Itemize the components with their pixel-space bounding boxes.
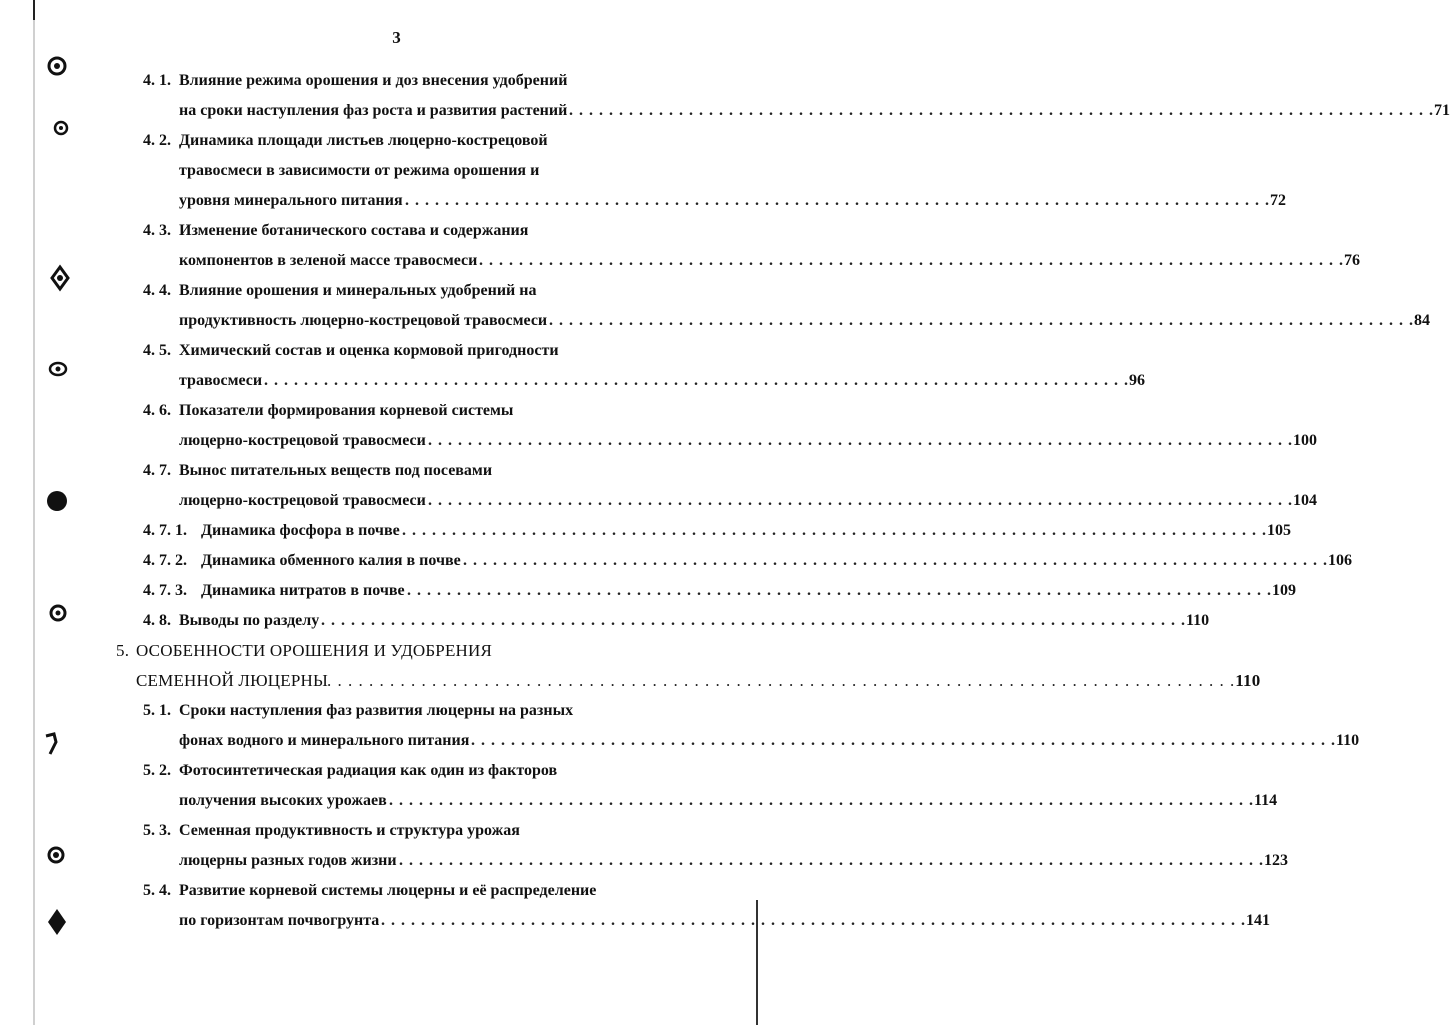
toc-entry-line bbox=[0, 366, 1145, 396]
toc-page-number: 110 bbox=[1235, 671, 1261, 690]
toc-leader-dots: . . . . . . . . . . . . . . . . . . . . . . . . . . . . . . . . . . . . . . . . . . . . . . . . . . . . . . . . . . . . . . . . . . . . . . . . . . . . . . . . . . . . . . . bbox=[264, 372, 1129, 389]
table-of-contents bbox=[0, 66, 1450, 936]
scan-left-edge-mark bbox=[33, 0, 35, 20]
toc-page-number: 105 bbox=[1267, 522, 1291, 539]
toc-leader-dots: . . . . . . . . . . . . . . . . . . . . . . . . . . . . . . . . . . . . . . . . . . . . . . . . . . . . . . . . . . . . . . . . . . . . . . . . . . . . . . . . . . . . . . . bbox=[471, 732, 1336, 749]
toc-leader bbox=[428, 486, 1317, 516]
toc-leader-dots: . . . . . . . . . . . . . . . . . . . . . . . . . . . . . . . . . . . . . . . . . . . . . . . . . . . . . . . . . . . . . . . . . . . . . . . . . . . . . . . . . . . . . . . bbox=[327, 671, 1236, 690]
toc-entry-line bbox=[0, 696, 793, 726]
toc-entry-title: ОСОБЕННОСТИ ОРОШЕНИЯ И УДОБРЕНИЯ bbox=[136, 641, 493, 660]
toc-entry-title: Выводы по разделу bbox=[179, 612, 320, 629]
toc-entry-title: компонентов в зеленой массе травосмеси bbox=[179, 252, 478, 269]
toc-entry-title: по горизонтам почвогрунта bbox=[179, 912, 380, 929]
toc-entry-title: фонах водного и минерального питания bbox=[179, 732, 470, 749]
toc-page-number: 72 bbox=[1270, 192, 1286, 209]
toc-leader-dots: . . . . . . . . . . . . . . . . . . . . . . . . . . . . . . . . . . . . . . . . . . . . . . . . . . . . . . . . . . . . . . . . . . . . . . . . . . . . . . . . . . . . . . . bbox=[463, 552, 1328, 569]
toc-entry-line bbox=[0, 666, 1261, 696]
toc-leader bbox=[405, 186, 1286, 216]
binder-hole-mark bbox=[44, 906, 70, 938]
toc-entry-number: 4. 7. 1. bbox=[143, 522, 187, 539]
toc-entry-line bbox=[0, 756, 793, 786]
toc-entry-number: 4. 7. 3. bbox=[143, 582, 187, 599]
binder-hole-mark bbox=[44, 486, 70, 518]
binder-hole-mark bbox=[46, 358, 70, 380]
toc-leader-dots: . . . . . . . . . . . . . . . . . . . . . . . . . . . . . . . . . . . . . . . . . . . . . . . . . . . . . . . . . . . . . . . . . . . . . . . . . . . . . . . . . . . . . . . bbox=[402, 522, 1267, 539]
toc-leader bbox=[479, 246, 1360, 276]
toc-entry-title: Фотосинтетическая радиация как один из факторов bbox=[179, 762, 558, 779]
toc-page-number: 110 bbox=[1186, 612, 1210, 629]
toc-entry-line bbox=[0, 396, 793, 426]
toc-entry-line bbox=[0, 276, 793, 306]
page-number: 3 bbox=[392, 28, 401, 47]
toc-entry-title: Динамика нитратов в почве bbox=[201, 582, 405, 599]
toc-leader-dots: . . . . . . . . . . . . . . . . . . . . . . . . . . . . . . . . . . . . . . . . . . . . . . . . . . . . . . . . . . . . . . . . . . . . . . . . . . . . . . . . . . . . . . . bbox=[389, 792, 1254, 809]
toc-entry-number: 4. 5. bbox=[143, 342, 171, 359]
toc-entry-number: 4. 7. 2. bbox=[143, 552, 187, 569]
toc-leader-dots: . . . . . . . . . . . . . . . . . . . . . . . . . . . . . . . . . . . . . . . . . . . . . . . . . . . . . . . . . . . . . . . . . . . . . . . . . . . . . . . . . . . . . . . bbox=[405, 192, 1270, 209]
toc-page-number: 84 bbox=[1414, 312, 1430, 329]
toc-leader-dots: . . . . . . . . . . . . . . . . . . . . . . . . . . . . . . . . . . . . . . . . . . . . . . . . . . . . . . . . . . . . . . . . . . . . . . . . . . . . . . . . . . . . . . . bbox=[321, 612, 1186, 629]
toc-entry-number: 4. 2. bbox=[143, 132, 171, 149]
toc-entry-line bbox=[0, 486, 1317, 516]
toc-entry-line bbox=[0, 576, 1296, 606]
toc-entry-line bbox=[0, 246, 1360, 276]
toc-entry-line bbox=[0, 636, 793, 666]
toc-entry-number: 5. 1. bbox=[143, 702, 171, 719]
toc-page-number: 104 bbox=[1293, 492, 1317, 509]
binder-hole-mark bbox=[40, 728, 66, 760]
toc-entry-line bbox=[0, 66, 793, 96]
toc-entry-title: травосмеси в зависимости от режима орошения и bbox=[179, 162, 540, 179]
toc-entry-title: получения высоких урожаев bbox=[179, 792, 387, 809]
toc-entry-title: Влияние режима орошения и доз внесения удобрений bbox=[179, 72, 568, 89]
toc-entry-line bbox=[0, 156, 793, 186]
toc-leader bbox=[321, 606, 1210, 636]
toc-page-number: 106 bbox=[1328, 552, 1352, 569]
toc-page-number: 71 bbox=[1434, 102, 1450, 119]
toc-entry-line bbox=[0, 456, 793, 486]
binder-hole-mark bbox=[48, 264, 72, 292]
toc-entry-title: люцерно-кострецовой травосмеси bbox=[179, 432, 426, 449]
toc-entry-number: 4. 7. bbox=[143, 462, 171, 479]
toc-entry-number: 4. 1. bbox=[143, 72, 171, 89]
binder-hole-mark bbox=[50, 116, 72, 140]
toc-entry-line bbox=[0, 126, 793, 156]
toc-entry-title: Развитие корневой системы люцерны и её распределение bbox=[179, 882, 597, 899]
toc-entry-number: 4. 8. bbox=[143, 612, 171, 629]
toc-entry-title: Влияние орошения и минеральных удобрений на bbox=[179, 282, 537, 299]
toc-entry-line bbox=[0, 186, 1286, 216]
toc-page-number: 76 bbox=[1344, 252, 1360, 269]
toc-leader bbox=[389, 786, 1278, 816]
binder-hole-mark bbox=[44, 842, 68, 868]
toc-page-number: 123 bbox=[1264, 852, 1288, 869]
toc-leader bbox=[463, 546, 1352, 576]
toc-entry-line bbox=[0, 906, 1270, 936]
toc-leader-dots: . . . . . . . . . . . . . . . . . . . . . . . . . . . . . . . . . . . . . . . . . . . . . . . . . . . . . . . . . . . . . . . . . . . . . . . . . . . . . . . . . . . . . . . bbox=[569, 102, 1434, 119]
toc-entry-line bbox=[0, 876, 793, 906]
toc-leader bbox=[428, 426, 1317, 456]
toc-leader-dots: . . . . . . . . . . . . . . . . . . . . . . . . . . . . . . . . . . . . . . . . . . . . . . . . . . . . . . . . . . . . . . . . . . . . . . . . . . . . . . . . . . . . . . . bbox=[428, 492, 1293, 509]
toc-leader bbox=[381, 906, 1270, 936]
toc-entry-line bbox=[0, 426, 1317, 456]
toc-entry-title: Химический состав и оценка кормовой пригодности bbox=[179, 342, 559, 359]
toc-leader bbox=[327, 666, 1261, 696]
toc-entry-title: Сроки наступления фаз развития люцерны на разных bbox=[179, 702, 574, 719]
toc-entry-title: Вынос питательных веществ под посевами bbox=[179, 462, 493, 479]
toc-entry-title: люцерно-кострецовой травосмеси bbox=[179, 492, 426, 509]
toc-page-number: 141 bbox=[1246, 912, 1270, 929]
toc-leader-dots: . . . . . . . . . . . . . . . . . . . . . . . . . . . . . . . . . . . . . . . . . . . . . . . . . . . . . . . . . . . . . . . . . . . . . . . . . . . . . . . . . . . . . . . bbox=[428, 432, 1293, 449]
toc-page-number: 100 bbox=[1293, 432, 1317, 449]
toc-entry-line bbox=[0, 96, 1450, 126]
toc-leader-dots: . . . . . . . . . . . . . . . . . . . . . . . . . . . . . . . . . . . . . . . . . . . . . . . . . . . . . . . . . . . . . . . . . . . . . . . . . . . . . . . . . . . . . . . bbox=[407, 582, 1272, 599]
toc-leader bbox=[407, 576, 1296, 606]
toc-entry-number: 5. 3. bbox=[143, 822, 171, 839]
toc-entry-title: люцерны разных годов жизни bbox=[179, 852, 397, 869]
toc-leader bbox=[399, 846, 1288, 876]
toc-entry-number: 4. 6. bbox=[143, 402, 171, 419]
toc-entry-title: уровня минерального питания bbox=[179, 192, 403, 209]
toc-entry-line bbox=[0, 816, 793, 846]
toc-entry-title: Динамика обменного калия в почве bbox=[201, 552, 461, 569]
toc-leader bbox=[402, 516, 1291, 546]
toc-entry-line bbox=[0, 726, 1360, 756]
toc-page-number: 96 bbox=[1129, 372, 1145, 389]
toc-entry-number: 5. 2. bbox=[143, 762, 171, 779]
toc-leader-dots: . . . . . . . . . . . . . . . . . . . . . . . . . . . . . . . . . . . . . . . . . . . . . . . . . . . . . . . . . . . . . . . . . . . . . . . . . . . . . . . . . . . . . . . bbox=[479, 252, 1344, 269]
toc-entry-line bbox=[0, 786, 1278, 816]
toc-leader bbox=[471, 726, 1360, 756]
toc-entry-line bbox=[0, 336, 793, 366]
toc-entry-title: Динамика фосфора в почве bbox=[201, 522, 400, 539]
toc-leader-dots: . . . . . . . . . . . . . . . . . . . . . . . . . . . . . . . . . . . . . . . . . . . . . . . . . . . . . . . . . . . . . . . . . . . . . . . . . . . . . . . . . . . . . . . bbox=[381, 912, 1246, 929]
toc-entry-line bbox=[0, 216, 793, 246]
toc-entry-number: 4. 4. bbox=[143, 282, 171, 299]
toc-leader bbox=[569, 96, 1450, 126]
toc-page-number: 114 bbox=[1254, 792, 1278, 809]
toc-entry-number: 4. 3. bbox=[143, 222, 171, 239]
toc-entry-number: 5. bbox=[116, 641, 130, 660]
toc-entry-line bbox=[0, 846, 1288, 876]
toc-entry-title: травосмеси bbox=[179, 372, 263, 389]
toc-leader-dots: . . . . . . . . . . . . . . . . . . . . . . . . . . . . . . . . . . . . . . . . . . . . . . . . . . . . . . . . . . . . . . . . . . . . . . . . . . . . . . . . . . . . . . . bbox=[549, 312, 1414, 329]
toc-entry-title: СЕМЕННОЙ ЛЮЦЕРНЫ bbox=[136, 671, 329, 690]
toc-entry-number: 5. 4. bbox=[143, 882, 171, 899]
toc-entry-title: Изменение ботанического состава и содержания bbox=[179, 222, 529, 239]
toc-leader bbox=[549, 306, 1430, 336]
toc-page-number: 110 bbox=[1336, 732, 1360, 749]
toc-entry-line bbox=[0, 546, 1352, 576]
toc-entry-line bbox=[0, 306, 1430, 336]
toc-entry-title: Показатели формирования корневой системы bbox=[179, 402, 514, 419]
toc-entry-line bbox=[0, 516, 1291, 546]
toc-entry-title: Динамика площади листьев люцерно-кострецовой bbox=[179, 132, 548, 149]
binder-hole-mark bbox=[46, 600, 70, 626]
toc-entry-title: продуктивность люцерно-кострецовой травосмеси bbox=[179, 312, 548, 329]
binder-hole-mark bbox=[44, 52, 70, 80]
toc-page-number: 109 bbox=[1272, 582, 1296, 599]
toc-entry-line bbox=[0, 606, 1210, 636]
toc-entry-title: на сроки наступления фаз роста и развития растений bbox=[179, 102, 568, 119]
toc-entry-title: Семенная продуктивность и структура урожая bbox=[179, 822, 520, 839]
toc-leader-dots: . . . . . . . . . . . . . . . . . . . . . . . . . . . . . . . . . . . . . . . . . . . . . . . . . . . . . . . . . . . . . . . . . . . . . . . . . . . . . . . . . . . . . . . bbox=[399, 852, 1264, 869]
toc-leader bbox=[264, 366, 1145, 396]
